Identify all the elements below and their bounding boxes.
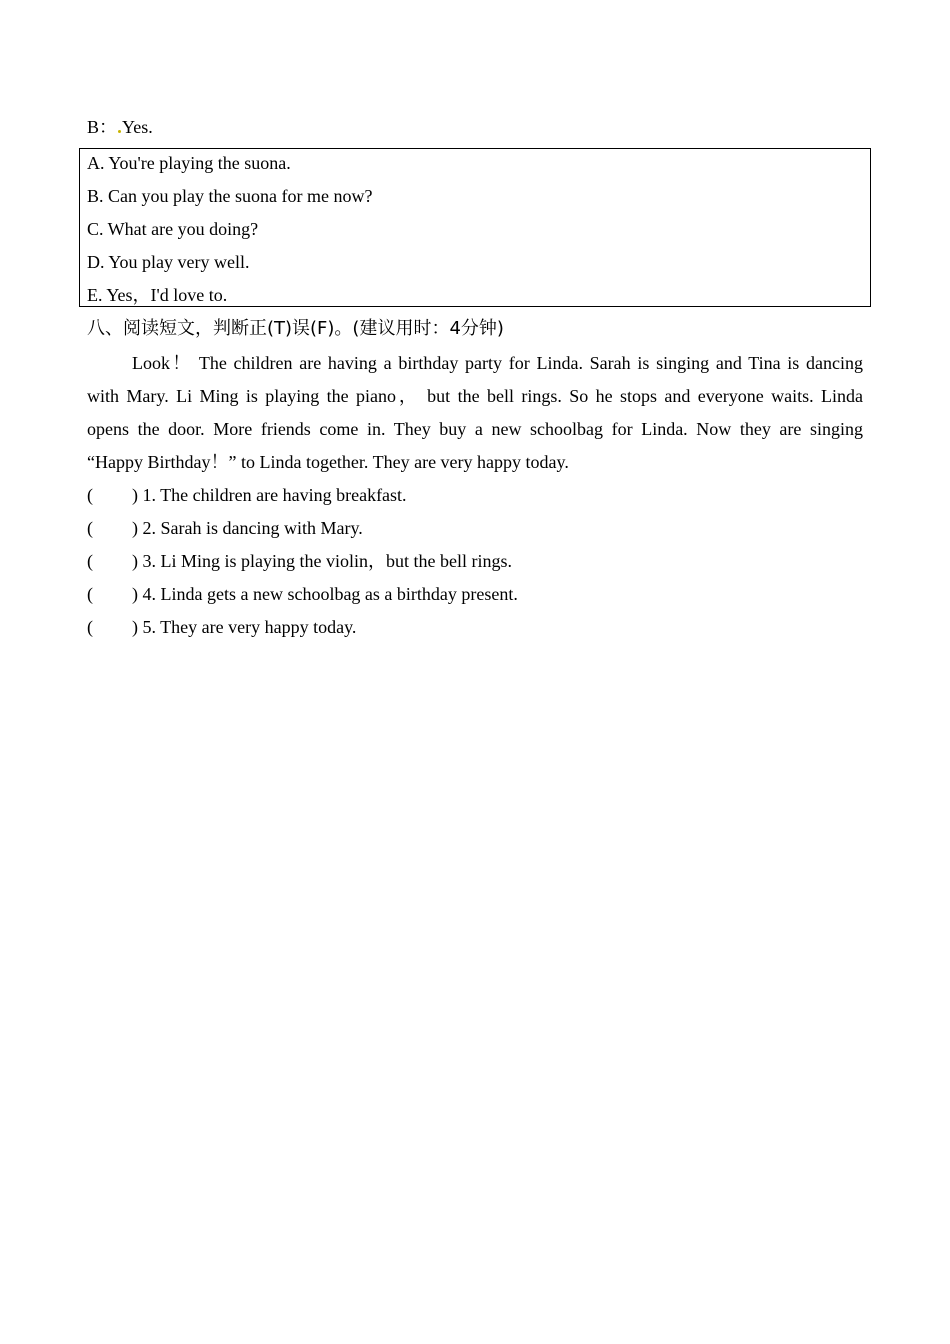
- question-text: ) 2. Sarah is dancing with Mary.: [132, 518, 363, 538]
- answer-blank: (: [87, 584, 93, 604]
- question-text: ) 5. They are very happy today.: [132, 617, 357, 637]
- question-text: ) 4. Linda gets a new schoolbag as a birthday present.: [132, 584, 518, 604]
- option-b: B. Can you play the suona for me now?: [87, 186, 373, 206]
- question-text: ) 3. Li Ming is playing the violin，but the bell rings.: [132, 551, 512, 571]
- options-box: [79, 148, 871, 307]
- option-d: D. You play very well.: [87, 252, 250, 272]
- question-4: [87, 583, 518, 605]
- mark-dot: [118, 130, 121, 133]
- question-2: [87, 517, 363, 539]
- question-1: [87, 484, 407, 506]
- option-a: [87, 152, 291, 174]
- answer-blank: (: [87, 485, 93, 505]
- question-3: [87, 550, 512, 572]
- speaker-label: B：: [87, 117, 118, 137]
- passage-line-3: opens the door. More friends come in. They buy a new schoolbag for Linda. Now they are singing: [87, 419, 863, 439]
- dialogue-reply: Yes.: [122, 117, 153, 137]
- question-5: [87, 616, 356, 638]
- passage-line-4: “Happy Birthday！” to Linda together. They are very happy today.: [87, 452, 569, 472]
- answer-blank: (: [87, 551, 93, 571]
- option-a-tail: g the suona.: [204, 153, 291, 173]
- section-heading: 八、阅读短文，判断正(T)误(F)。(建议用时：4分钟): [87, 318, 504, 339]
- dialogue-line: [87, 116, 153, 138]
- answer-blank: (: [87, 617, 93, 637]
- option-a-head: A. You're playin: [87, 153, 205, 173]
- answer-blank: (: [87, 518, 93, 538]
- option-e: E. Yes，I'd love to.: [87, 285, 228, 305]
- passage-line-2: with Mary. Li Ming is playing the piano， but the bell rings. So he stops and everyone waits. Linda: [87, 386, 863, 406]
- option-c: C. What are you doing?: [87, 219, 259, 239]
- question-text: ) 1. The children are having breakfast.: [132, 485, 407, 505]
- passage-line-1: Look！ The children are having a birthday party for Linda. Sarah is singing and Tina is dancing: [132, 353, 863, 373]
